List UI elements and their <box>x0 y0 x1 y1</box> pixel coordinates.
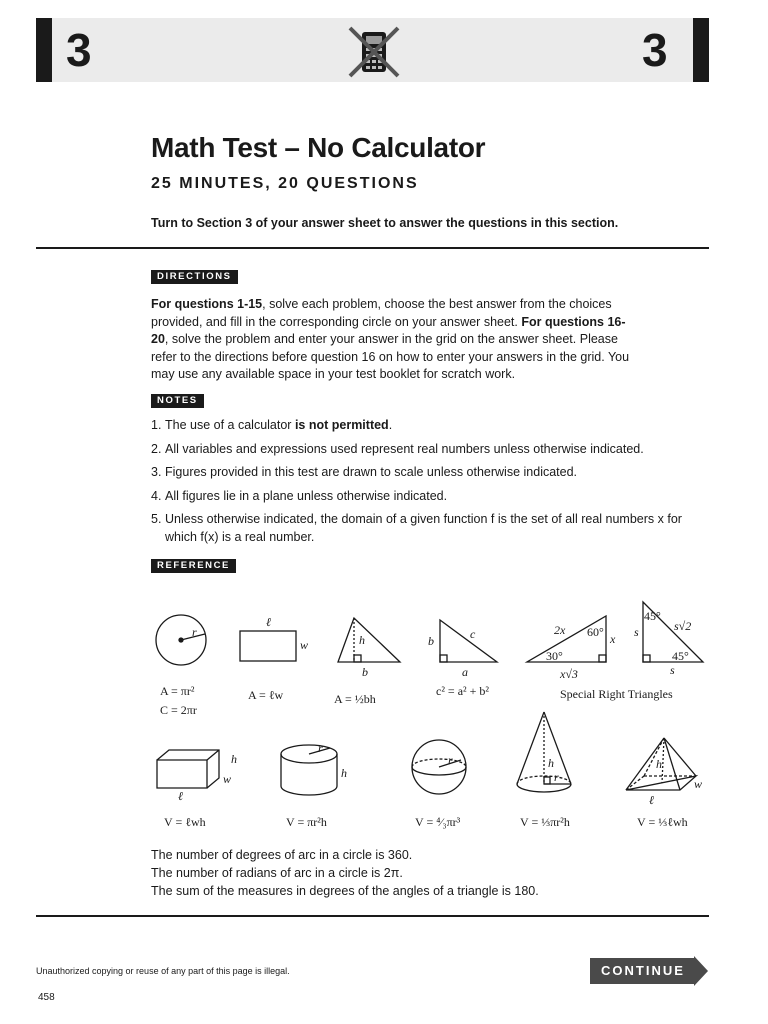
note-number: 4. <box>151 488 162 503</box>
cone-radius-label: r <box>554 770 559 784</box>
page-number: 458 <box>38 992 55 1003</box>
reference-label: REFERENCE <box>151 559 236 573</box>
right-triangle-c-label: c <box>470 627 476 641</box>
rectangle-area-formula: A = ℓw <box>248 688 284 702</box>
page-subtitle: 25 MINUTES, 20 QUESTIONS <box>151 175 419 192</box>
box-figure <box>157 750 219 788</box>
directions-text-2: , solve the problem and enter your answer in the grid on the answer sheet. Please refer to the directions before question 16 on how to enter your answers in the grid. You may use any available space in your test booklet for scratch work. <box>151 332 630 381</box>
triangle-area-formula: A = ½bh <box>334 692 376 706</box>
cone-volume-formula: V = ⅓πr²h <box>520 815 570 829</box>
special-45-hyp-label: s√2 <box>674 619 692 633</box>
note-number: 1. <box>151 418 162 432</box>
note-item <box>151 511 691 546</box>
note-item <box>151 441 691 459</box>
pyramid-height-label: h <box>656 757 662 771</box>
box-height-label: h <box>231 752 237 766</box>
note-text: Figures provided in this test are drawn to scale unless otherwise indicated. <box>165 465 578 479</box>
special-30-60-hyp-label: 2x <box>554 623 566 637</box>
special-45-leg-bottom-label: s <box>670 663 675 677</box>
section-instruction: Turn to Section 3 of your answer sheet to answer the questions in this section. <box>151 216 619 230</box>
cylinder-figure <box>281 745 337 795</box>
pyramid-width-label: w <box>694 777 703 791</box>
section-header-bar-left <box>36 18 52 82</box>
note-item <box>151 464 691 482</box>
note-item <box>151 417 691 435</box>
section-header-bar-right <box>693 18 709 82</box>
sphere-radius-label: r <box>448 753 453 767</box>
reference-facts <box>151 846 539 900</box>
circle-figure <box>156 615 206 665</box>
note-text: Unless otherwise indicated, the domain of a given function f is the set of all real numbers x for which f(x) is a real number. <box>165 512 682 544</box>
circle-circumference-formula: C = 2πr <box>160 703 197 717</box>
cone-height-label: h <box>548 756 554 770</box>
fact-degrees: The number of degrees of arc in a circle is 360. <box>151 848 413 862</box>
special-30-angle-label: 30° <box>546 649 563 663</box>
notes-label: NOTES <box>151 394 204 408</box>
note-bold: is not permitted <box>294 418 389 432</box>
fact-triangle-sum: The sum of the measures in degrees of the angles of a triangle is 180. <box>151 884 539 898</box>
circle-area-formula: A = πr² <box>160 684 195 698</box>
fact-radians: The number of radians of arc in a circle is 2π. <box>151 866 403 880</box>
note-item <box>151 488 691 506</box>
pyramid-volume-formula: V = ⅓ℓwh <box>637 815 688 829</box>
special-30-60-long-label: x√3 <box>560 667 578 681</box>
directions-bold-2: For questions 16-20 <box>151 314 626 346</box>
triangle-figure <box>338 618 400 662</box>
note-text: The use of a calculator <box>165 418 295 432</box>
note-number: 3. <box>151 465 162 479</box>
section-number-left: 3 <box>66 24 92 76</box>
pyramid-length-label: ℓ <box>649 793 654 807</box>
box-length-label: ℓ <box>178 789 183 803</box>
sphere-volume-formula: V = ⁴⁄₃πr³ <box>415 815 461 829</box>
note-text: All variables and expressions used represent real numbers unless otherwise indicated. <box>165 441 644 456</box>
pythagorean-formula: c² = a² + b² <box>436 684 489 698</box>
triangle-height-label: h <box>359 633 365 647</box>
cylinder-volume-formula: V = πr²h <box>286 815 327 829</box>
box-width-label: w <box>223 772 232 786</box>
triangle-base-label: b <box>362 665 368 679</box>
page-title: Math Test – No Calculator <box>151 132 486 163</box>
directions-bold-1: For questions 1-15 <box>151 297 263 311</box>
notes-list <box>151 417 691 552</box>
circle-radius-label: r <box>192 625 197 639</box>
divider-bottom <box>36 915 709 917</box>
directions-label: DIRECTIONS <box>151 270 238 284</box>
special-45-leg-left-label: s <box>634 625 639 639</box>
special-60-angle-label: 60° <box>587 625 604 639</box>
copyright-notice: Unauthorized copying or reuse of any part of this page is illegal. <box>36 966 290 976</box>
box-volume-formula: V = ℓwh <box>164 815 206 829</box>
sphere-figure <box>412 740 466 794</box>
rectangle-length-label: ℓ <box>266 615 271 629</box>
note-text: All figures lie in a plane unless otherwise indicated. <box>165 488 448 503</box>
cylinder-radius-label: r <box>318 741 323 755</box>
reference-figures <box>140 590 720 840</box>
special-45-bottom-angle-label: 45° <box>672 649 689 663</box>
cylinder-height-label: h <box>341 766 347 780</box>
right-triangle-b-label: b <box>428 634 434 648</box>
note-number: 2. <box>151 441 162 456</box>
continue-label[interactable]: CONTINUE <box>601 963 685 978</box>
note-text-end: . <box>388 418 393 432</box>
special-30-60-short-label: x <box>610 632 616 646</box>
no-calculator-icon <box>346 26 402 78</box>
cone-figure <box>517 712 571 792</box>
note-number: 5. <box>151 512 162 526</box>
divider-top <box>36 247 709 249</box>
special-30-60-triangle-figure <box>527 616 606 662</box>
directions-text-1: , solve each problem, choose the best answer from the choices provided, and fill in the corresponding circle on your answer sheet. <box>151 297 612 329</box>
rectangle-width-label: w <box>300 638 309 652</box>
right-triangle-figure <box>440 620 497 662</box>
rectangle-figure <box>240 631 296 661</box>
special-right-triangles-caption: Special Right Triangles <box>560 687 673 701</box>
directions-text <box>151 296 641 384</box>
section-number-right: 3 <box>642 24 668 76</box>
special-45-top-angle-label: 45° <box>644 609 661 623</box>
right-triangle-a-label: a <box>462 665 468 679</box>
